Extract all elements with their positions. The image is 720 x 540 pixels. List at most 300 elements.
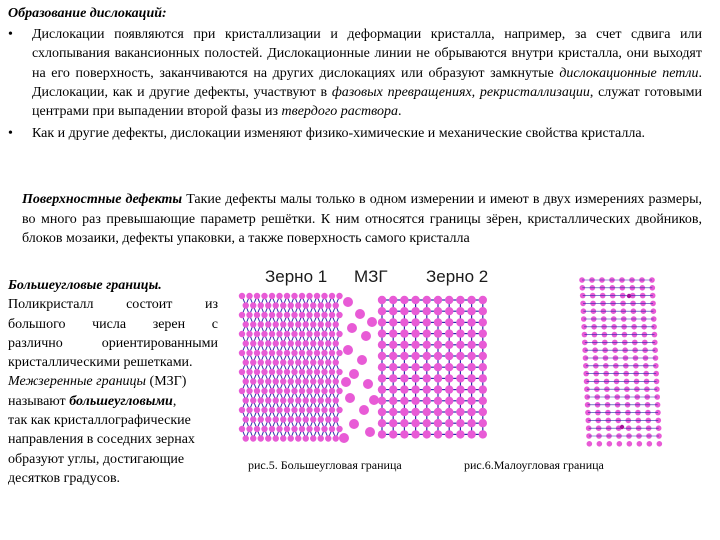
atom-dot [273, 378, 279, 384]
atom-dot [250, 416, 256, 422]
atom-dot [467, 307, 475, 315]
atom-dot [378, 329, 386, 337]
atom-dot [456, 430, 464, 438]
atom-dot [325, 397, 331, 403]
atom-dot [303, 359, 309, 365]
atom-dot [288, 397, 294, 403]
atom-dot [243, 321, 249, 327]
atom-dot [284, 293, 290, 299]
atom-dot [261, 426, 267, 432]
bullet1-text-3: , служат готовыми центрами при выпадении второй фазы из [32, 84, 702, 120]
atom-dot [445, 352, 453, 360]
atom-dot [310, 340, 316, 346]
atom-dot [389, 430, 397, 438]
atom-dot [423, 341, 431, 349]
atom-dot [378, 430, 386, 438]
atom-dot [361, 331, 371, 341]
bullet-item-properties [8, 124, 702, 143]
atom-dot [456, 408, 464, 416]
atom-dot [276, 293, 282, 299]
atom-dot [389, 296, 397, 304]
atom-dot [378, 341, 386, 349]
atom-dot [389, 341, 397, 349]
atom-dot [378, 419, 386, 427]
atom-dot [378, 318, 386, 326]
atom-dot [411, 408, 419, 416]
atom-dot [423, 363, 431, 371]
atom-dot [607, 441, 613, 447]
atom-dot [445, 341, 453, 349]
paragraph-line: направления в соседних зернах [8, 432, 195, 448]
atom-dot [261, 388, 267, 394]
atom-dot [288, 302, 294, 308]
atom-dot [434, 419, 442, 427]
grain-2-label: Зерно 2 [426, 267, 489, 286]
atom-dot [378, 307, 386, 315]
atom-dot [411, 307, 419, 315]
atom-dot [456, 307, 464, 315]
low-angle-boundary-figure [572, 276, 692, 456]
atom-dot [467, 397, 475, 405]
atom-dot [258, 416, 264, 422]
atom-dot [258, 397, 264, 403]
bullet1-term-transformations: фазовых превращениях, рекристаллизации [331, 84, 590, 100]
bullet-mark: • [8, 126, 13, 142]
atom-dot [265, 397, 271, 403]
atom-dot [276, 407, 282, 413]
atom-dot [273, 340, 279, 346]
atom-dot [254, 312, 260, 318]
atom-dot [284, 350, 290, 356]
atom-dot [261, 312, 267, 318]
atom-dot [445, 430, 453, 438]
atom-dot [479, 352, 487, 360]
atom-dot [445, 318, 453, 326]
atom-dot [325, 340, 331, 346]
atom-dot [378, 374, 386, 382]
mzg-label: МЗГ [354, 267, 388, 286]
atom-dot [243, 359, 249, 365]
atom-dot [239, 369, 245, 375]
atom-dot [445, 385, 453, 393]
atom-dot [479, 397, 487, 405]
atom-dot [243, 416, 249, 422]
atom-dot [280, 359, 286, 365]
atom-dot [321, 293, 327, 299]
atom-dot [400, 430, 408, 438]
atom-dot [303, 416, 309, 422]
atom-dot [378, 408, 386, 416]
atom-dot [310, 435, 316, 441]
paragraph-line-called [8, 392, 218, 411]
atom-dot [273, 397, 279, 403]
atom-dot [445, 419, 453, 427]
atom-dot [306, 407, 312, 413]
atom-dot [479, 363, 487, 371]
atom-dot [269, 407, 275, 413]
paragraph-line-mzg [8, 372, 218, 391]
atom-dot [456, 419, 464, 427]
atom-dot [306, 350, 312, 356]
atom-dot [258, 340, 264, 346]
atom-dot [288, 359, 294, 365]
atom-dot [303, 397, 309, 403]
atom-dot [306, 388, 312, 394]
atom-dot [276, 350, 282, 356]
atom-dot [329, 331, 335, 337]
atom-dot [306, 331, 312, 337]
bullet-mark: • [8, 27, 13, 42]
atom-dot [276, 369, 282, 375]
atom-dot [250, 435, 256, 441]
atom-dot [269, 388, 275, 394]
atom-dot [295, 321, 301, 327]
atom-dot [306, 426, 312, 432]
atom-dot [299, 312, 305, 318]
atom-dot [333, 378, 339, 384]
atom-dot [314, 407, 320, 413]
atom-dot [306, 293, 312, 299]
atom-dot [467, 329, 475, 337]
atom-dot [254, 407, 260, 413]
atom-dot [269, 312, 275, 318]
atom-dot [336, 388, 342, 394]
atom-dot [254, 350, 260, 356]
atom-dot [479, 296, 487, 304]
atom-dot [456, 341, 464, 349]
atom-dot [276, 388, 282, 394]
atom-dot [411, 296, 419, 304]
atom-dot [280, 416, 286, 422]
atom-dot [445, 296, 453, 304]
atom-dot [389, 307, 397, 315]
atom-dot [434, 296, 442, 304]
atom-dot [303, 321, 309, 327]
atom-dot [314, 312, 320, 318]
atom-dot [243, 378, 249, 384]
atom-dot [246, 331, 252, 337]
bullet1-term-solid-solution: твердого раствора [281, 104, 398, 120]
atom-dot [243, 302, 249, 308]
crystal-lattice [239, 293, 487, 443]
atom-dot [265, 340, 271, 346]
atom-dot [333, 340, 339, 346]
atom-dot [261, 331, 267, 337]
atom-dot [258, 435, 264, 441]
atom-dot [389, 374, 397, 382]
atom-dot [295, 435, 301, 441]
atom-dot [246, 388, 252, 394]
atom-dot [299, 407, 305, 413]
high-angle-title: Большеугловые границы. [8, 278, 162, 293]
atom-dot [341, 377, 351, 387]
grain-1-label: Зерно 1 [265, 267, 328, 286]
atom-dot [295, 302, 301, 308]
atom-dot [349, 369, 359, 379]
bullet1-term-loops: дислокационные петли [559, 65, 699, 81]
atom-dot [321, 312, 327, 318]
atom-dot [329, 293, 335, 299]
surface-defects-paragraph [22, 190, 702, 249]
atom-dot [329, 312, 335, 318]
atom-dot [318, 416, 324, 422]
atom-dot [284, 369, 290, 375]
atom-dot [306, 312, 312, 318]
atom-dot [479, 341, 487, 349]
atom-dot [325, 378, 331, 384]
atom-dot [434, 329, 442, 337]
atom-dot [400, 374, 408, 382]
atom-dot [467, 296, 475, 304]
atom-dot [467, 385, 475, 393]
atom-dot [303, 435, 309, 441]
atom-dot [280, 340, 286, 346]
atom-dot [423, 419, 431, 427]
atom-dot [276, 331, 282, 337]
atom-dot [265, 321, 271, 327]
atom-dot [363, 379, 373, 389]
bullet-list [8, 25, 702, 144]
atom-dot [299, 388, 305, 394]
atom-dot [239, 312, 245, 318]
high-angle-boundary-figure [236, 262, 498, 452]
atom-dot [333, 302, 339, 308]
atom-dot [336, 426, 342, 432]
atom-dot [336, 369, 342, 375]
atom-dot [467, 419, 475, 427]
atom-dot [299, 369, 305, 375]
atom-dot [314, 331, 320, 337]
atom-dot [318, 302, 324, 308]
atom-dot [445, 363, 453, 371]
atom-dot [250, 302, 256, 308]
atom-dot [321, 426, 327, 432]
atom-dot [389, 363, 397, 371]
atom-dot [365, 427, 375, 437]
atom-dot [295, 378, 301, 384]
atom-dot [400, 318, 408, 326]
paragraph-line: Поликристалл состоит из [8, 297, 218, 313]
atom-dot [434, 341, 442, 349]
atom-dot [329, 388, 335, 394]
atom-dot [291, 331, 297, 337]
atom-dot [423, 385, 431, 393]
atom-dot [400, 363, 408, 371]
atom-dot [246, 407, 252, 413]
atom-dot [250, 340, 256, 346]
atom-dot [273, 435, 279, 441]
atom-dot [261, 350, 267, 356]
atom-dot [467, 318, 475, 326]
atom-dot [250, 321, 256, 327]
atom-dot [261, 293, 267, 299]
atom-dot [620, 425, 624, 429]
atom-dot [336, 407, 342, 413]
atom-dot [389, 408, 397, 416]
atom-dot [333, 321, 339, 327]
atom-dot [303, 378, 309, 384]
atom-dot [467, 408, 475, 416]
atom-dot [273, 359, 279, 365]
atom-dot [456, 329, 464, 337]
atom-dot [321, 331, 327, 337]
atom-dot [336, 331, 342, 337]
atom-dot [291, 369, 297, 375]
atom-dot [325, 302, 331, 308]
called-text: называют [8, 393, 70, 409]
atom-dot [400, 329, 408, 337]
atom-dot [445, 408, 453, 416]
atom-dot [258, 359, 264, 365]
atom-dot [273, 302, 279, 308]
atom-dot [273, 416, 279, 422]
atom-dot [318, 321, 324, 327]
atom-dot [284, 388, 290, 394]
atom-dot [456, 374, 464, 382]
atom-dot [423, 397, 431, 405]
atom-dot [288, 416, 294, 422]
atom-dot [423, 408, 431, 416]
called-end: , [172, 393, 177, 409]
atom-dot [291, 426, 297, 432]
atom-dot [423, 352, 431, 360]
atom-dot [359, 405, 369, 415]
atom-dot [269, 426, 275, 432]
atom-dot [284, 331, 290, 337]
atom-dot [445, 374, 453, 382]
paragraph-line: кристаллическими решетками. [8, 355, 193, 371]
atom-dot [258, 378, 264, 384]
atom-dot [389, 385, 397, 393]
atom-dot [314, 293, 320, 299]
atom-dot [400, 419, 408, 427]
atom-dot [310, 416, 316, 422]
atom-dot [243, 340, 249, 346]
atom-dot [467, 363, 475, 371]
atom-dot [291, 350, 297, 356]
atom-dot [265, 416, 271, 422]
atom-dot [479, 329, 487, 337]
atom-dot [273, 321, 279, 327]
atom-dot [280, 378, 286, 384]
atom-dot [389, 318, 397, 326]
atom-dot [321, 350, 327, 356]
atom-dot [258, 302, 264, 308]
atom-dot [378, 363, 386, 371]
atom-dot [336, 350, 342, 356]
atom-dot [291, 293, 297, 299]
atom-dot [637, 441, 643, 447]
atom-dot [434, 307, 442, 315]
atom-dot [456, 363, 464, 371]
atom-dot [318, 359, 324, 365]
atom-dot [587, 441, 593, 447]
atom-dot [434, 385, 442, 393]
atom-dot [325, 359, 331, 365]
atom-dot [325, 416, 331, 422]
atom-dot [269, 293, 275, 299]
atom-dot [246, 369, 252, 375]
atom-dot [254, 331, 260, 337]
atom-dot [423, 374, 431, 382]
atom-dot [314, 350, 320, 356]
atom-dot [265, 435, 271, 441]
atom-dot [246, 426, 252, 432]
atom-dot [284, 312, 290, 318]
atom-dot [310, 321, 316, 327]
atom-dot [467, 374, 475, 382]
paragraph-line: различно ориентированными [8, 335, 218, 351]
atom-dot [299, 293, 305, 299]
bullet-item-dislocations [8, 25, 702, 121]
atom-dot [333, 359, 339, 365]
atom-dot [411, 363, 419, 371]
atom-dot [269, 331, 275, 337]
atom-dot [378, 397, 386, 405]
atom-dot [284, 407, 290, 413]
atom-dot [657, 441, 663, 447]
atom-dot [254, 426, 260, 432]
atom-dot [423, 307, 431, 315]
atom-dot [299, 331, 305, 337]
figure-5-caption: рис.5. Большеугловая граница [248, 458, 402, 472]
atom-dot [400, 296, 408, 304]
atom-dot [411, 352, 419, 360]
atom-dot [246, 312, 252, 318]
atom-dot [295, 359, 301, 365]
atom-dot [343, 297, 353, 307]
atom-dot [434, 408, 442, 416]
atom-dot [357, 355, 367, 365]
atom-dot [291, 312, 297, 318]
figure-6-caption: рис.6.Малоугловая граница [464, 458, 604, 472]
atom-dot [250, 359, 256, 365]
atom-dot [400, 385, 408, 393]
atom-dot [246, 293, 252, 299]
atom-dot [329, 407, 335, 413]
atom-dot [378, 385, 386, 393]
atom-dot [269, 369, 275, 375]
atom-dot [411, 430, 419, 438]
atom-dot [479, 430, 487, 438]
atom-dot [345, 393, 355, 403]
atom-dot [647, 441, 653, 447]
atom-dot [318, 435, 324, 441]
atom-dot [389, 329, 397, 337]
atom-dot [261, 369, 267, 375]
atom-dot [318, 378, 324, 384]
atom-dot [434, 352, 442, 360]
atom-dot [336, 293, 342, 299]
atom-dot [355, 309, 365, 319]
atom-dot [479, 408, 487, 416]
atom-dot [467, 430, 475, 438]
atom-dot [261, 407, 267, 413]
atom-dot [434, 374, 442, 382]
atom-dot [321, 369, 327, 375]
atom-dot [456, 296, 464, 304]
atom-dot [291, 388, 297, 394]
atom-dot [367, 317, 377, 327]
atom-dot [333, 397, 339, 403]
atom-dot [329, 426, 335, 432]
atom-dot [325, 321, 331, 327]
atom-dot [329, 369, 335, 375]
atom-dot [280, 302, 286, 308]
atom-dot [239, 426, 245, 432]
atom-dot [280, 321, 286, 327]
atom-dot [318, 340, 324, 346]
